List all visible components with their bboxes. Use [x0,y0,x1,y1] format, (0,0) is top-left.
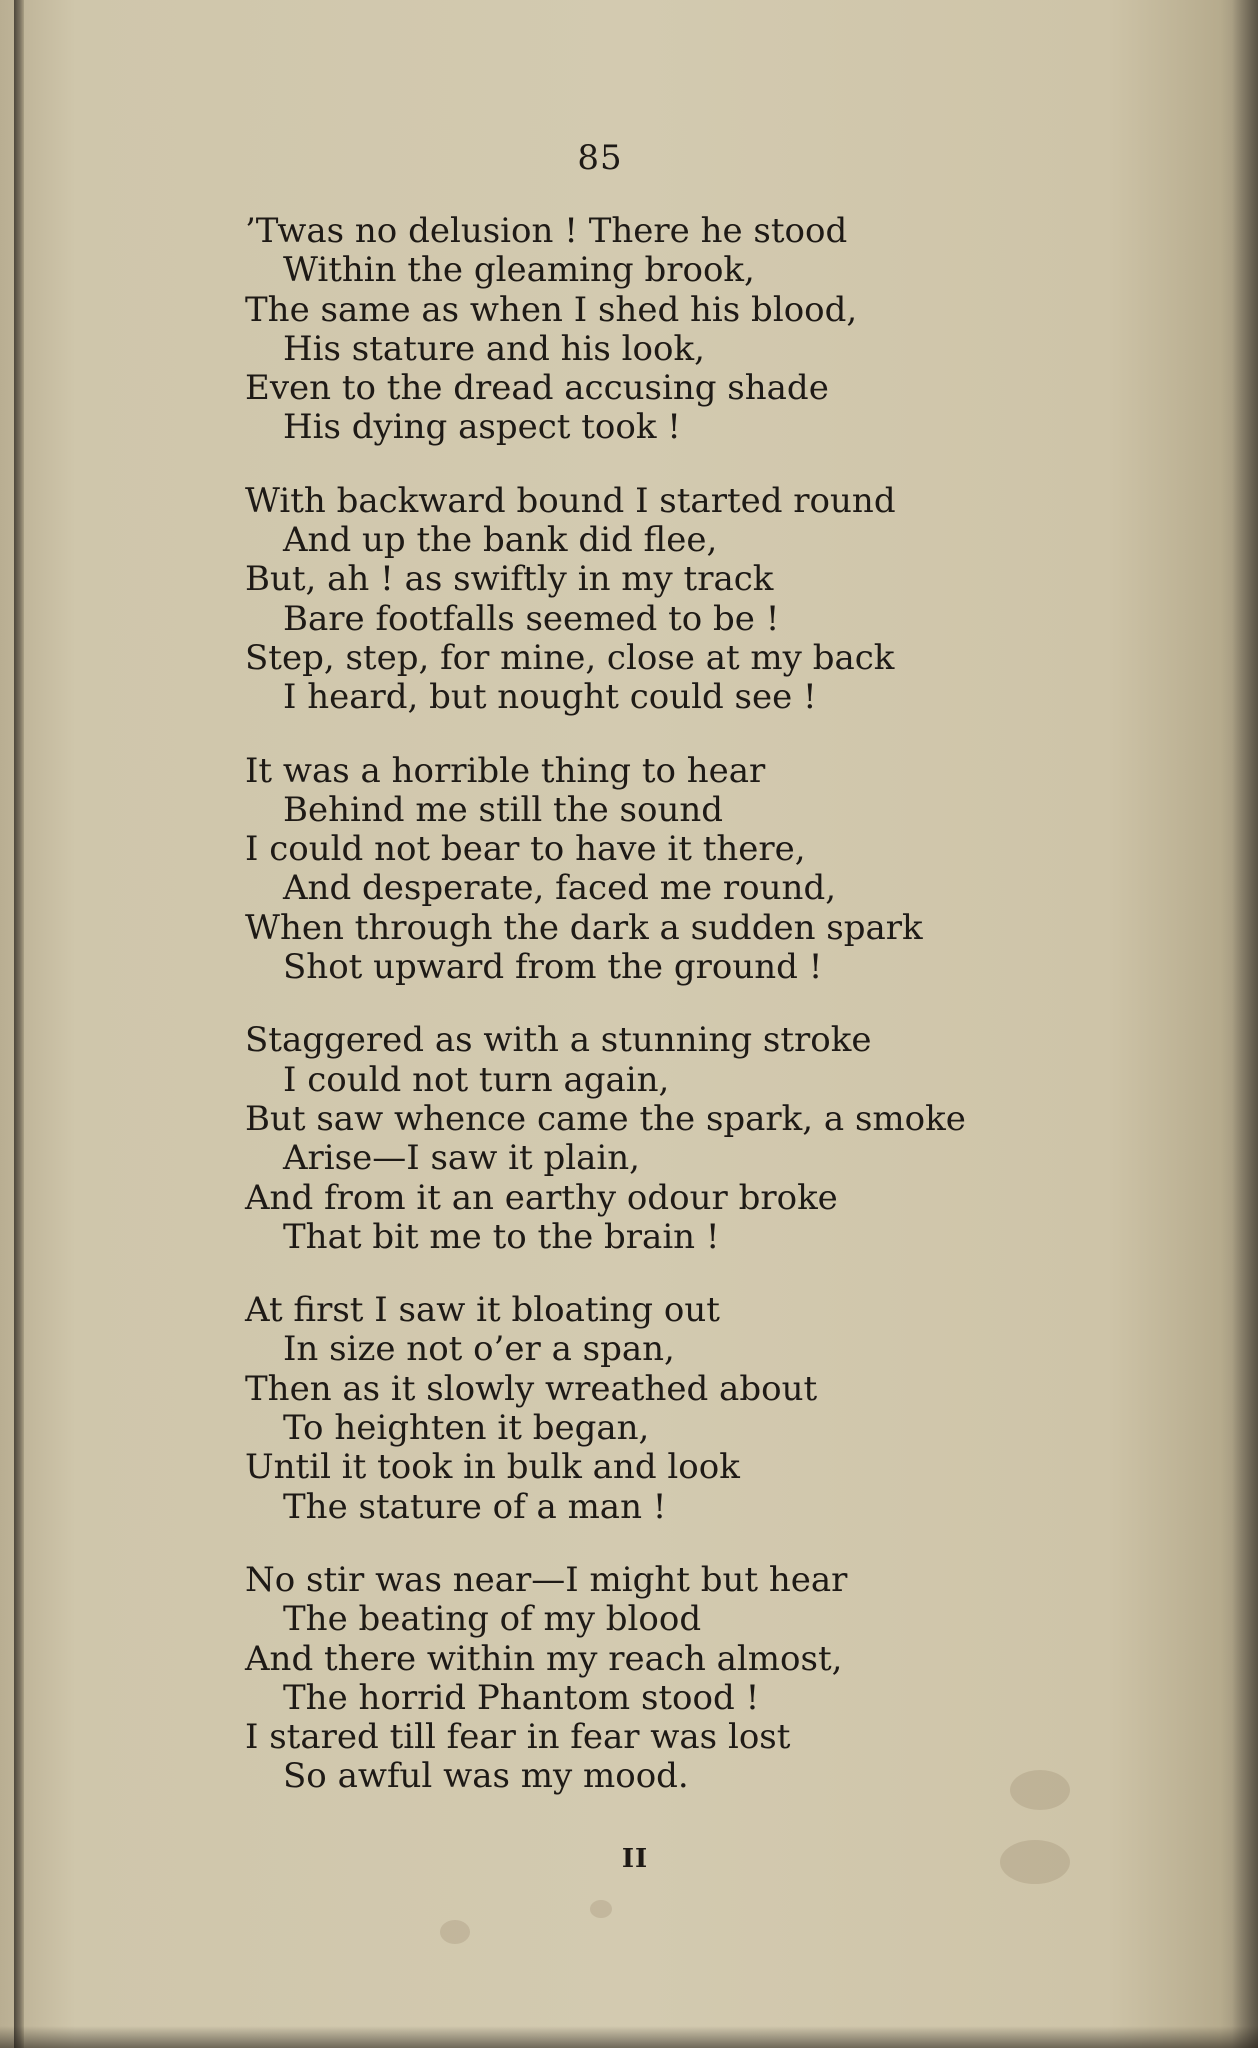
verse-line: Then as it slowly wreathed about [245,1368,818,1409]
page-bottom-shadow [0,2026,1258,2048]
verse-line: The horrid Phantom stood ! [283,1677,760,1718]
paper-stain [1010,1770,1070,1810]
verse-line: So awful was my mood. [283,1756,689,1797]
poem-text [245,212,966,1831]
verse-line: ’Twas no delusion ! There he stood [245,211,848,251]
verse-line: To heighten it began, [283,1408,650,1449]
page-edge-shadow [1232,0,1258,2048]
verse-line: And from it an earthy odour broke [245,1177,838,1218]
verse-line: And there within my reach almost, [245,1638,843,1679]
verse-line: It was a horrible thing to hear [245,750,766,791]
paper-stain [590,1900,612,1918]
stanza [245,212,966,448]
signature-mark: II [621,1844,649,1874]
verse-line: His stature and his look, [283,328,705,369]
verse-line: Behind me still the sound [283,789,724,830]
verse-line: I stared till fear in fear was lost [245,1717,791,1758]
verse-line: Arise—I saw it plain, [283,1138,640,1179]
verse-line: No stir was near—I might but hear [245,1559,848,1600]
verse-line: When through the dark a sudden spark [245,907,923,948]
verse-line: But, ah ! as swiftly in my track [245,559,774,600]
verse-line: And desperate, faced me round, [283,868,837,909]
verse-line: Even to the dread accusing shade [245,368,829,409]
verse-line: The beating of my blood [283,1599,702,1640]
verse-line: With backward bound I started round [245,480,896,521]
verse-line: Until it took in bulk and look [245,1447,740,1488]
verse-line: Within the gleaming brook, [283,250,755,291]
verse-line: But saw whence came the spark, a smoke [245,1098,966,1139]
verse-line: Step, step, for mine, close at my back [245,637,895,678]
stanza [245,752,966,988]
stanza [245,1561,966,1797]
book-spine-shadow [14,0,24,2048]
verse-line: Staggered as with a stunning stroke [245,1020,872,1061]
stanza [245,1291,966,1527]
verse-line: The stature of a man ! [283,1486,667,1527]
verse-line: In size not o’er a span, [283,1329,675,1370]
verse-line: And up the bank did flee, [283,520,718,561]
verse-line: Shot upward from the ground ! [283,947,823,988]
verse-line: The same as when I shed his blood, [245,289,858,330]
verse-line: I could not turn again, [283,1059,670,1100]
verse-line: I could not bear to have it there, [245,829,806,870]
page-number: 85 [577,138,623,178]
paper-stain [440,1920,470,1944]
verse-line: I heard, but nought could see ! [283,677,817,718]
verse-line: Bare footfalls seemed to be ! [283,598,780,639]
verse-line: That bit me to the brain ! [283,1216,720,1257]
stanza [245,1021,966,1257]
verse-line: At first I saw it bloating out [245,1290,720,1331]
stanza [245,482,966,718]
verse-line: His dying aspect took ! [283,407,681,448]
